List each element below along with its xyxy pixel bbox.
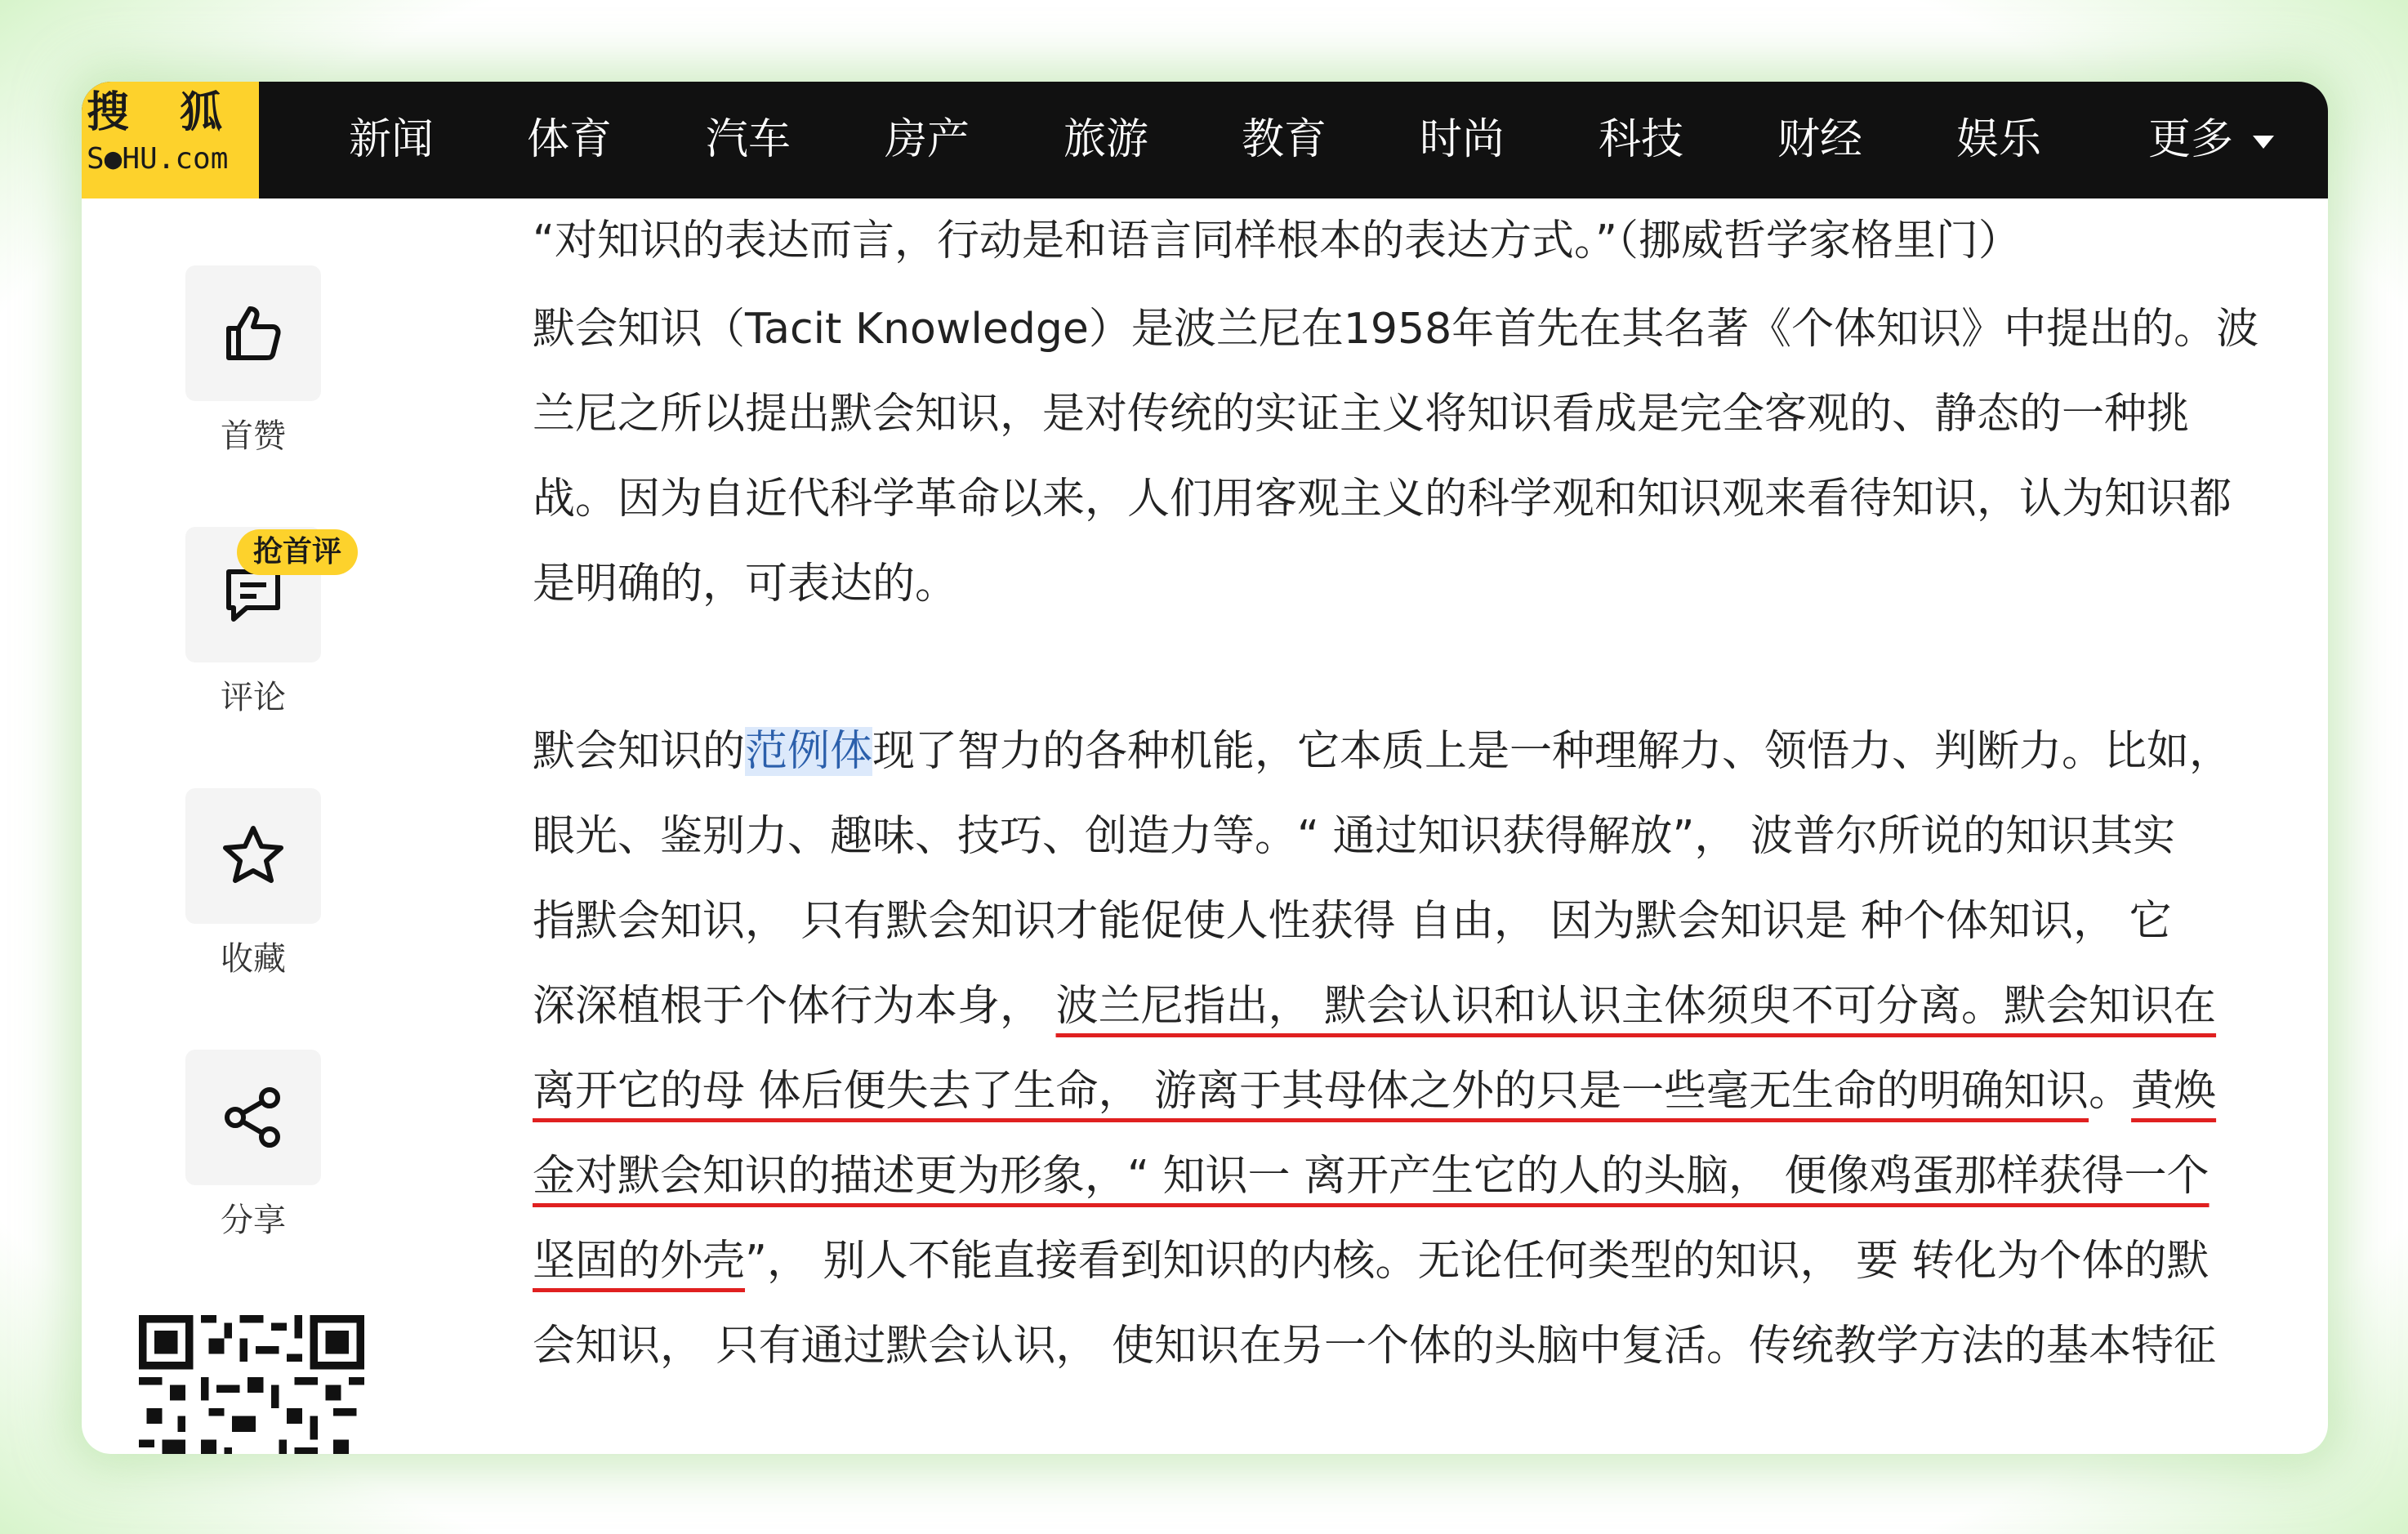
like-label: 首赞 — [221, 417, 286, 455]
underlined-text: 离开它的母 体后便失去了生命， 游离于其母体之外的只是一些毫无生命的明确知识 — [533, 1067, 2089, 1116]
nav-item-tech[interactable]: 科技 — [1599, 115, 1684, 164]
paragraph-1-line-3: 战。因为自近代科学革命以来，人们用客观主义的科学观和知识观来看待知识，认为知识都 — [533, 475, 2232, 524]
quote-line: “对知识的表达而言，行动是和语言同样根本的表达方式。”（挪威哲学家格里门） — [533, 216, 2021, 265]
underlined-text: 坚固的外壳 — [533, 1237, 746, 1286]
favorite-button-tile — [185, 788, 321, 924]
thumbs-up-icon — [221, 301, 286, 366]
text-segment: 现了智力的各种机能，它本质上是一种理解力、领悟力、判断力。比如， — [872, 727, 2232, 776]
paragraph-1-line-4: 是明确的，可表达的。 — [533, 560, 958, 609]
nav-item-finance[interactable]: 财经 — [1777, 115, 1863, 164]
paragraph-2-line-6 — [533, 1134, 2210, 1219]
nav-item-entertainment[interactable]: 娱乐 — [1956, 115, 2042, 164]
nav-item-sports[interactable]: 体育 — [527, 115, 613, 164]
nav-item-travel[interactable]: 旅游 — [1064, 115, 1149, 164]
selected-text[interactable]: 范例体 — [745, 727, 873, 776]
nav-item-news[interactable]: 新闻 — [349, 115, 435, 164]
nav-more-menu[interactable] — [2148, 82, 2274, 198]
favorite-label: 收藏 — [221, 940, 286, 978]
paragraph-2-line-5 — [533, 1049, 2216, 1134]
underlined-text: 波兰尼指出， 默会认识和认识主体须臾不可分离。默会知识在 — [1055, 982, 2217, 1031]
underlined-text: 金对默会知识的描述更为形象，“ 知识一 离开产生它的人的头脑， 便像鸡蛋那样获得一个 — [533, 1152, 2210, 1201]
paragraph-1-line-2: 兰尼之所以提出默会知识，是对传统的实证主义将知识看成是完全客观的、静态的一种挑 — [533, 390, 2190, 439]
like-button-tile — [185, 265, 321, 401]
sohu-logo[interactable] — [82, 82, 259, 198]
qr-code-icon[interactable] — [139, 1315, 364, 1454]
star-icon — [221, 823, 286, 889]
share-label: 分享 — [221, 1202, 286, 1239]
nav-item-fashion[interactable]: 时尚 — [1420, 115, 1505, 164]
text-segment: 默会知识的 — [533, 727, 746, 776]
paragraph-1-line-1: 默会知识（Tacit Knowledge）是波兰尼在1958年首先在其名著《个体知识》中提出的。波 — [533, 305, 2259, 354]
logo-english-text: S●HU.com — [87, 142, 229, 176]
share-button[interactable] — [185, 1050, 321, 1239]
top-nav-bar — [82, 82, 2328, 198]
comment-label: 评论 — [221, 679, 286, 716]
share-button-tile — [185, 1050, 321, 1185]
caret-down-icon — [2253, 136, 2274, 149]
nav-more-label: 更多 — [2148, 115, 2234, 164]
text-segment: 。 — [2089, 1067, 2132, 1116]
underlined-text: 黄焕 — [2131, 1067, 2217, 1116]
share-icon — [221, 1085, 286, 1150]
logo-chinese-text: 搜 狐 — [87, 87, 241, 137]
text-segment: ”， 别人不能直接看到知识的内核。无论任何类型的知识， 要 转化为个体的默 — [745, 1237, 2210, 1286]
favorite-button[interactable] — [185, 788, 321, 978]
paragraph-2-line-2: 眼光、鉴别力、趣味、技巧、创造力等。“ 通过知识获得解放”， 波普尔所说的知识其实 — [533, 812, 2175, 861]
paragraph-2-line-4 — [533, 964, 2216, 1049]
like-button[interactable] — [185, 265, 321, 455]
first-comment-badge[interactable]: 抢首评 — [237, 529, 358, 575]
paragraph-2-line-7 — [533, 1219, 2210, 1304]
browser-page — [82, 82, 2328, 1454]
paragraph-2-line-8: 会知识， 只有通过默会认识， 使知识在另一个体的头脑中复活。传统教学方法的基本特征 — [533, 1322, 2217, 1371]
nav-item-education[interactable]: 教育 — [1242, 115, 1327, 164]
paragraph-2-line-1 — [533, 709, 2232, 794]
paragraph-2-line-3: 指默会知识， 只有默会知识才能促使人性获得 自由， 因为默会知识是 种个体知识， 它 — [533, 897, 2172, 946]
nav-item-auto[interactable]: 汽车 — [706, 115, 792, 164]
text-segment: 深深植根于个体行为本身， — [533, 982, 1056, 1031]
nav-item-realestate[interactable]: 房产 — [885, 115, 970, 164]
